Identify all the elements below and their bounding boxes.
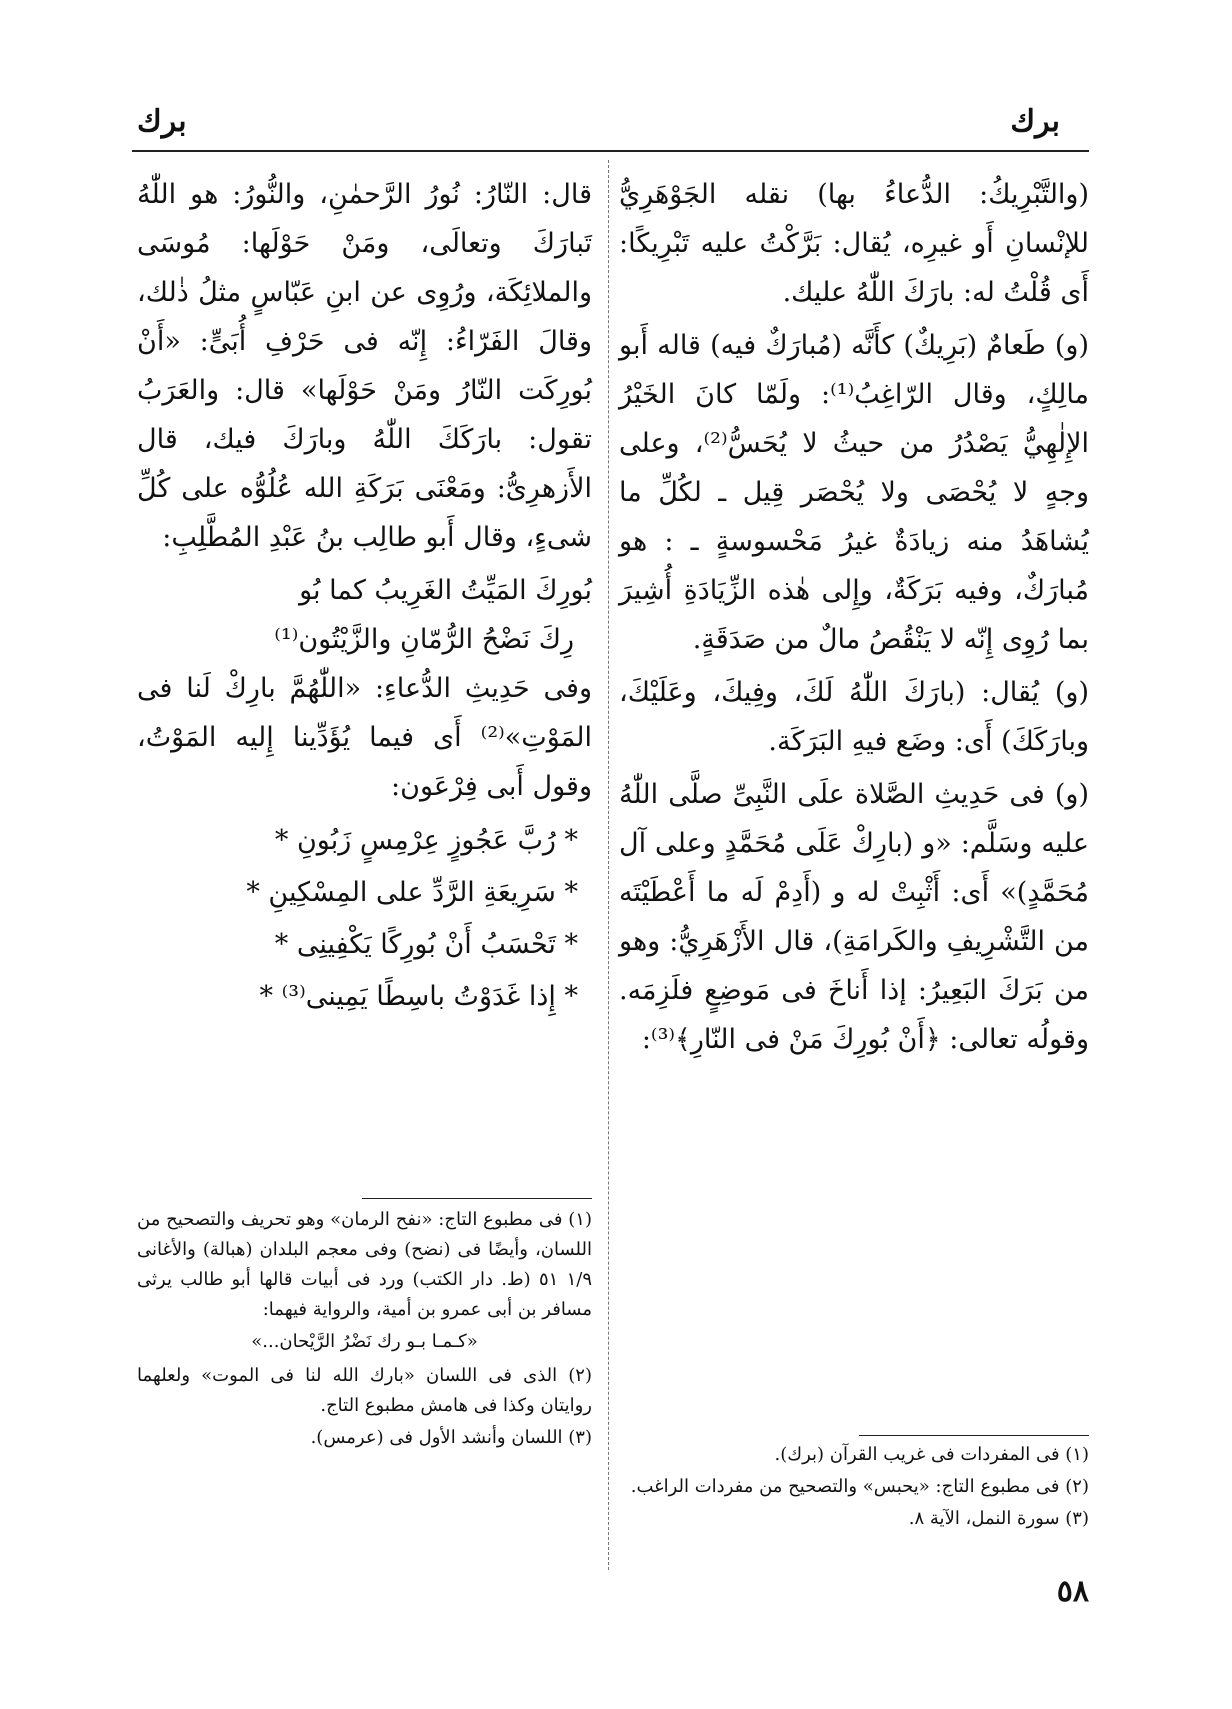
footnote-left-1: (١) فى مطبوع التاج: «نفح الرمان» وهو تحريف والتصحيح من اللسان، وأيضًا فى (نضح) وفى معجم البلدان (هبالة) والأغانى ١/٩ ٥١ (ط. دار الكتب) ورد فى أبيات قالها أبو طالب يرثى مسافر بن أبى عمرو بن أمية، والرواية فيهما: bbox=[137, 1209, 592, 1320]
left-column bbox=[137, 170, 592, 1023]
rajaz-line-1: * رُبَّ عَجُوزٍ عِرْمِسٍ زَبُونِ * bbox=[274, 825, 578, 856]
rajaz-line-2: * سَرِيعَةِ الرَّدِّ على المِسْكِينِ * bbox=[246, 877, 578, 908]
right-paragraph-1: (والتَّبْرِيكُ: الدُّعاءُ بها) نقله الجَوْهَرِيُّ للإنْسانِ أَو غيرِه، يُقال: بَرَّكْتُ عليه تَبْرِيكًا: أَى قُلْتُ له: بارَكَ اللّٰهُ عليك. bbox=[619, 179, 1089, 308]
right-column bbox=[619, 170, 1089, 1068]
left-paragraph-2: وفى حَدِيثِ الدُّعاءِ: «اللّٰهُمَّ بارِكْ لَنا فى المَوْتِ»⁽²⁾ أَى فيما يُؤَدِّينا إِليه المَوْتُ، وقول أَبى فِرْعَون: bbox=[137, 673, 592, 802]
footnote-rule-right bbox=[859, 1435, 1089, 1436]
footnote-left-2: (٢) الذى فى اللسان «بارك الله لنا فى الموت» ولعلهما روايتان وكذا فى هامش مطبوع التاج. bbox=[137, 1365, 592, 1416]
footnote-left-1-quote: «كـمـا بـو رك نَضْرُ الرَّيْحان...» bbox=[251, 1331, 478, 1352]
left-paragraph-1: قال: النّارُ: نُورُ الرَّحمٰنِ، والنُّورُ: هو اللّٰهُ تَبارَكَ وتعالَى، ومَنْ حَوْلَها: مُوسَى والملائِكَة، ورُوِى عن ابنِ عَبّاسٍ مثلُ ذٰلك، وقالَ الفَرّاءُ: إِنّه فى حَرْفِ أُبَىٍّ: «أَنْ بُورِكَت النّارُ ومَنْ حَوْلَها» قال: والعَرَبُ تقول: بارَكَكَ اللّٰهُ وبارَكَ فيك، قال الأَزهرِىُّ: ومَعْنَى بَرَكَةِ الله عُلُوُّه على كُلِّ شىءٍ، وقال أَبو طالِب بنُ عَبْدِ المُطَّلِبِ: bbox=[137, 179, 592, 553]
rajaz-line-4: * إِذا غَدَوْتُ باسِطًا يَمِينى⁽³⁾ * bbox=[259, 981, 578, 1012]
footnote-right-2: (٢) فى مطبوع التاج: «يحبس» والتصحيح من مفردات الراغب. bbox=[630, 1476, 1089, 1497]
right-paragraph-4: (و) فى حَدِيثِ الصَّلاة علَى النَّبِىِّ صلَّى اللّٰهُ عليه وسَلَّم: «و (بارِكْ عَلَى مُحَمَّدٍ وعلى آل مُحَمَّدٍ)» أَى: أَثْبِتْ له و (أَدِمْ لَه ما أَعْطَيْتَه من التَّشْرِيفِ والكَرامَةِ)، قال الأَزْهَرِيُّ: وهو من بَرَكَ البَعِيرُ: إذا أَناخَ فى مَوضِعٍ فلَزِمَه. وقولُه تعالى: ﴿أَنْ بُورِكَ مَنْ فى النّارِ﴾⁽³⁾: bbox=[619, 779, 1089, 1055]
right-paragraph-2: (و) طَعامٌ (بَرِيكٌ) كأَنَّه (مُبارَكٌ فيه) قاله أَبو مالِكٍ، وقال الرّاغِبُ⁽¹⁾: ولَمّا كانَ الخَيْرُ الإِلٰهِيُّ يَصْدُرُ من حيثُ لا يُحَسُّ⁽²⁾، وعلى وجهٍ لا يُحْصَى ولا يُحْصَر قِيل ـ لكُلِّ ما يُشاهَدُ منه زيادَةٌ غيرُ مَحْسوسةٍ ـ : هو مُبارَكٌ، وفيه بَرَكَةٌ، وإِلى هٰذه الزِّيَادَةِ أُشِيرَ بما رُوِى إِنّه لا يَنْقُصُ مالٌ من صَدَقَةٍ. bbox=[619, 330, 1090, 655]
footnote-left-3: (٣) اللسان وأنشد الأول فى (عرمس). bbox=[310, 1427, 592, 1448]
rajaz-line-3: * تَحْسَبُ أَنْ بُورِكًا يَكْفِينِى * bbox=[274, 929, 578, 960]
verse-hemistich-1: بُورِكَ المَيِّتُ الغَرِيبُ كما بُو bbox=[299, 575, 592, 606]
header-word-right: برك bbox=[1010, 104, 1060, 139]
footnotes-left bbox=[137, 1205, 592, 1455]
verse-hemistich-2: رِكَ نَضْحُ الرُّمّانِ والزَّيْتُون⁽¹⁾ bbox=[274, 624, 574, 655]
column-divider bbox=[608, 160, 609, 1570]
page-number: ٥٨ bbox=[1056, 1574, 1089, 1609]
footnote-rule-left bbox=[362, 1198, 592, 1199]
right-paragraph-3: (و) يُقال: (بارَكَ اللّٰهُ لَكَ، وفِيكَ، وعَلَيْكَ، وبارَكَكَ) أَى: وضَع فيهِ البَرَكَة. bbox=[619, 677, 1089, 757]
footnote-right-3: (٣) سورة النمل، الآية ٨. bbox=[908, 1508, 1089, 1529]
header-word-left: برك bbox=[137, 104, 187, 139]
footnotes-right bbox=[619, 1440, 1089, 1536]
header-rule bbox=[132, 150, 1089, 152]
footnote-right-1: (١) فى المفردات فى غريب القرآن (برك). bbox=[774, 1444, 1089, 1465]
